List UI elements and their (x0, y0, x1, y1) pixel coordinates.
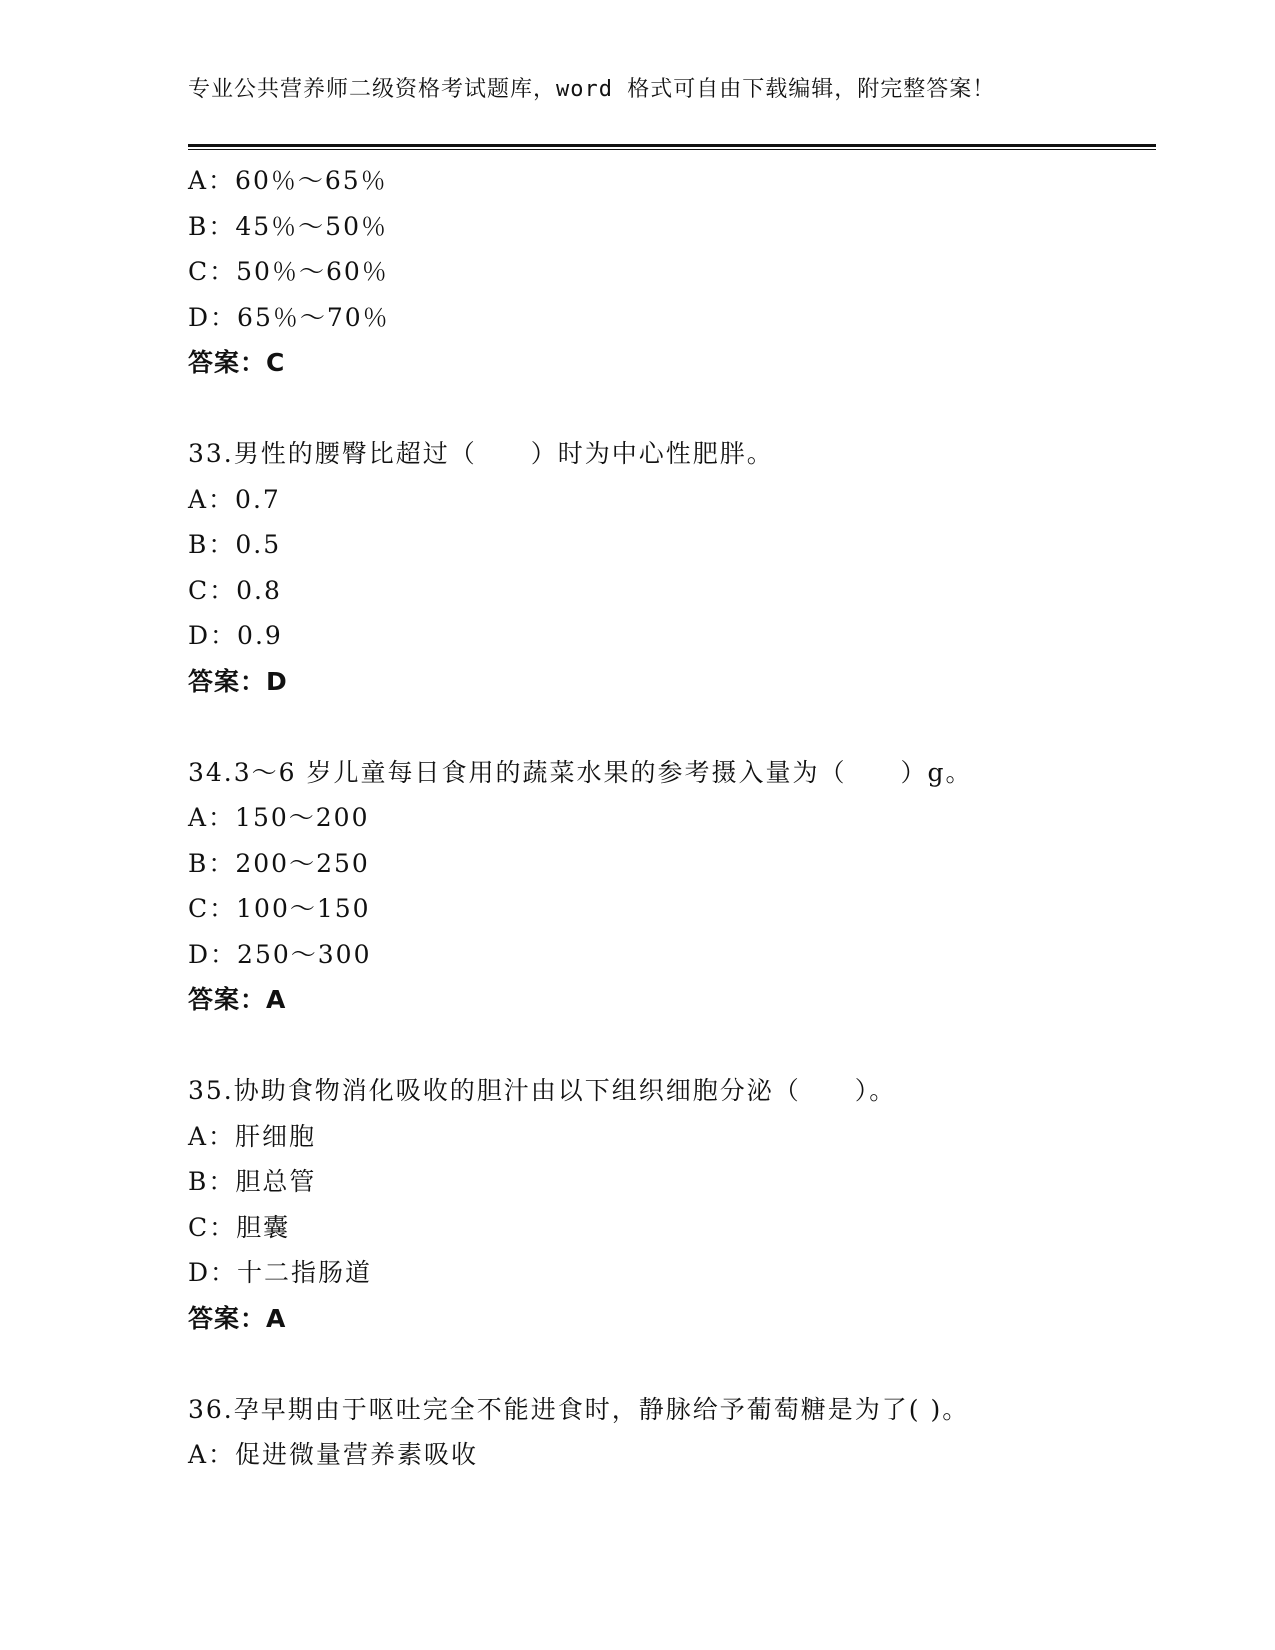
answer: 答案：C (188, 348, 286, 377)
question-block (188, 431, 1156, 704)
option-d: D：250～300 (188, 939, 372, 969)
answer: 答案：A (188, 1303, 287, 1333)
option-b: B：0.5 (188, 530, 282, 559)
option-c: C：50％～60％ (188, 257, 389, 286)
option-b: B：45％～50％ (188, 211, 388, 241)
spacer (188, 386, 1156, 432)
option-b: B：200～250 (188, 848, 370, 878)
option-a: A：0.7 (188, 484, 281, 514)
header-divider (188, 144, 1156, 151)
question-text: 33.男性的腰臀比超过（ ）时为中心性肥胖。 (188, 439, 774, 468)
question-text: 36.孕早期由于呕吐完全不能进食时，静脉给予葡萄糖是为了( )。 (188, 1394, 970, 1424)
header-divider-thick (188, 144, 1156, 147)
question-block (188, 1068, 1156, 1341)
answer: 答案：D (188, 666, 288, 696)
option-b: B：胆总管 (188, 1167, 317, 1196)
option-d: D：十二指肠道 (188, 1258, 373, 1287)
option-c: C：100～150 (188, 894, 371, 923)
option-c: C：0.8 (188, 575, 282, 605)
question-text: 34.3～6 岁儿童每日食用的蔬菜水果的参考摄入量为（ ）g。 (188, 757, 973, 787)
document-body (188, 158, 1156, 1478)
option-a: A：肝细胞 (188, 1121, 317, 1151)
option-a: A：60％～65％ (188, 166, 388, 195)
option-d: D：0.9 (188, 621, 283, 650)
question-block (188, 750, 1156, 1023)
question-block (188, 1387, 1156, 1478)
spacer (188, 704, 1156, 750)
header-divider-thin (188, 149, 1156, 150)
answer: 答案：A (188, 985, 287, 1014)
question-text: 35.协助食物消化吸收的胆汁由以下组织细胞分泌（ ）。 (188, 1076, 897, 1105)
option-d: D：65％～70％ (188, 302, 390, 332)
page-header: 专业公共营养师二级资格考试题库，word 格式可自由下载编辑，附完整答案！ (188, 77, 996, 102)
spacer (188, 1341, 1156, 1387)
option-c: C：胆囊 (188, 1212, 291, 1242)
spacer (188, 1023, 1156, 1069)
option-a: A：150～200 (188, 803, 370, 832)
option-a: A：促进微量营养素吸收 (188, 1440, 479, 1469)
question-block (188, 158, 1156, 386)
